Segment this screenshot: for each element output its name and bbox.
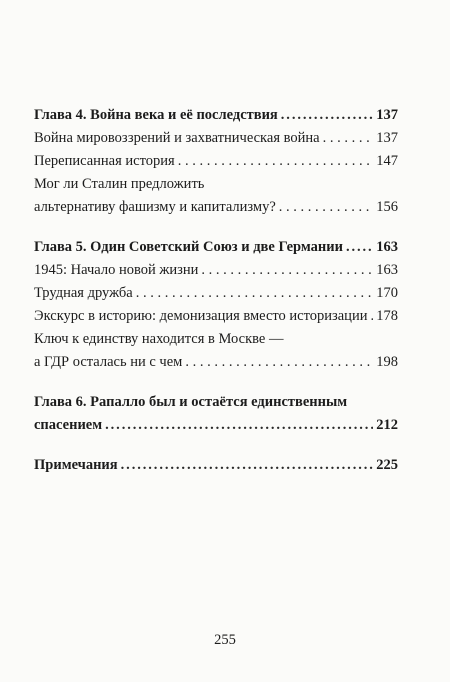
dot-leader	[178, 150, 374, 173]
toc-entry-page: 212	[376, 417, 398, 433]
toc-entry-title: Экскурс в историю: демонизация вместо историзации	[34, 308, 368, 324]
toc-entry-page: 170	[376, 285, 398, 301]
toc-entry-title: Примечания	[34, 457, 118, 473]
dot-leader	[136, 282, 374, 305]
toc-entry-title: Глава 5. Один Советский Союз и две Германии	[34, 239, 343, 255]
toc-entry-page: 225	[376, 457, 398, 473]
toc-item	[34, 150, 398, 173]
toc-entry-title: спасением	[34, 417, 103, 433]
toc-entry-title: 1945: Начало новой жизни	[34, 262, 199, 278]
toc-entry-title: а ГДР осталась ни с чем	[34, 354, 183, 370]
toc-chapter-6-line-2	[34, 414, 398, 437]
dot-leader	[121, 454, 374, 477]
dot-leader	[323, 127, 374, 150]
toc-entry-page: 137	[376, 107, 398, 123]
toc-entry-title: Глава 6. Рапалло был и остаётся единственным	[34, 394, 348, 410]
toc-entry-page: 137	[376, 130, 398, 146]
toc-entry-title: Трудная дружба	[34, 285, 133, 301]
toc-entry-title: альтернативу фашизму и капитализму?	[34, 199, 276, 215]
toc-item-line-1	[34, 328, 398, 351]
toc-item	[34, 127, 398, 150]
dot-leader	[279, 196, 373, 219]
toc-notes	[34, 454, 398, 477]
dot-leader	[370, 305, 373, 328]
toc-entry-title: Ключ к единству находится в Москве —	[34, 331, 284, 347]
toc-chapter-5	[34, 236, 398, 259]
toc-entry-page: 163	[376, 262, 398, 278]
toc-item	[34, 282, 398, 305]
toc-entry-title: Глава 4. Война века и её последствия	[34, 107, 278, 123]
table-of-contents	[34, 104, 398, 477]
dot-leader	[105, 414, 373, 437]
toc-item-line-1	[34, 173, 398, 196]
toc-entry-page: 147	[376, 153, 398, 169]
toc-item-line-2	[34, 351, 398, 374]
toc-entry-page: 163	[376, 239, 398, 255]
page-number: 255	[214, 632, 236, 648]
dot-leader	[281, 104, 373, 127]
toc-item-line-2	[34, 196, 398, 219]
dot-leader	[201, 259, 373, 282]
toc-chapter-6-line-1	[34, 391, 398, 414]
toc-item	[34, 259, 398, 282]
toc-item	[34, 305, 398, 328]
toc-entry-page: 178	[376, 308, 398, 324]
dot-leader	[185, 351, 373, 374]
toc-chapter-4	[34, 104, 398, 127]
toc-entry-title: Война мировоззрений и захватническая война	[34, 130, 320, 146]
toc-entry-page: 198	[376, 354, 398, 370]
toc-entry-title: Мог ли Сталин предложить	[34, 176, 205, 192]
toc-entry-title: Переписанная история	[34, 153, 175, 169]
dot-leader	[346, 236, 373, 259]
toc-entry-page: 156	[376, 199, 398, 215]
